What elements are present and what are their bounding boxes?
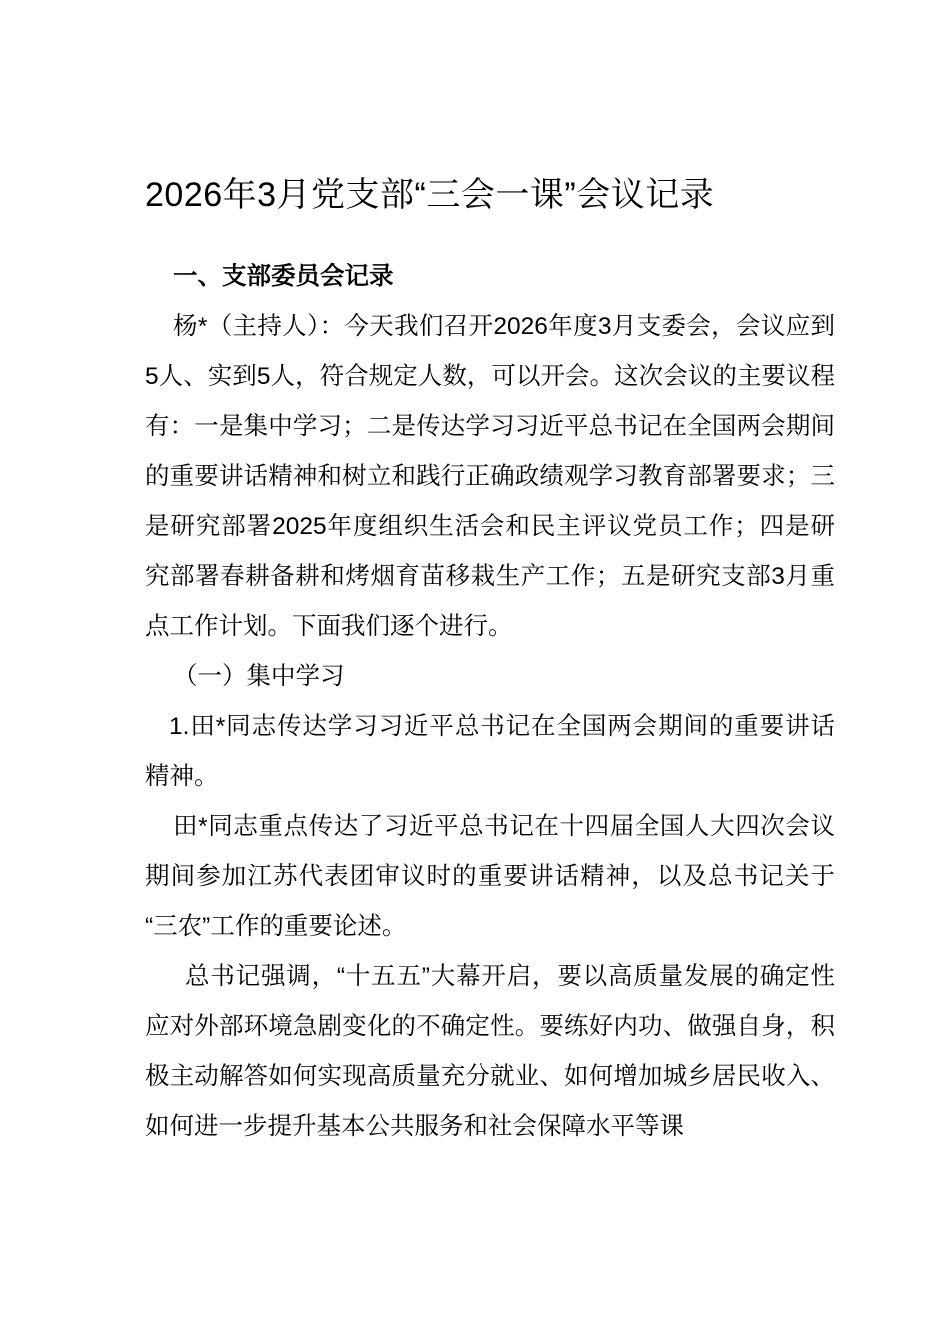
document-content-column (145, 0, 835, 1152)
section-heading-branch-committee-record: 一、支部委员会记录 (173, 263, 394, 290)
paragraph-item-1-detail: 田*同志重点传达了习近平总书记在十四届全国人大四次会议期间参加江苏代表团审议时的重要讲话精神，以及总书记关于“三农”工作的重要论述。 (145, 813, 835, 940)
page-title: 2026年3月党支部“三会一课”会议记录 (145, 176, 715, 214)
paragraph-host-opening: 杨*（主持人）：今天我们召开2026年度3月支委会，会议应到5人、实到5人，符合规定人数，可以开会。这次会议的主要议程有：一是集中学习；二是传达学习习近平总书记在全国两会期间的重要讲话精神和树立和践行正确政绩观学习教育部署要求；三是研究部署2025年度组织生活会和民主评议党员工作；四是研究部署春耕备耕和烤烟育苗移栽生产工作；五是研究支部3月重点工作计划。下面我们逐个进行。 (145, 313, 835, 640)
paragraph-subsection-one-heading: （一）集中学习 (173, 663, 345, 690)
paragraph-item-1: 1.田*同志传达学习习近平总书记在全国两会期间的重要讲话精神。 (145, 713, 835, 790)
paragraph-general-secretary-emphasis: 总书记强调，“十五五”大幕开启，要以高质量发展的确定性应对外部环境急剧变化的不确定性。要练好内功、做强自身，积极主动解答如何实现高质量充分就业、如何增加城乡居民收入、如何进一步提升基本公共服务和社会保障水平等课 (145, 963, 835, 1140)
